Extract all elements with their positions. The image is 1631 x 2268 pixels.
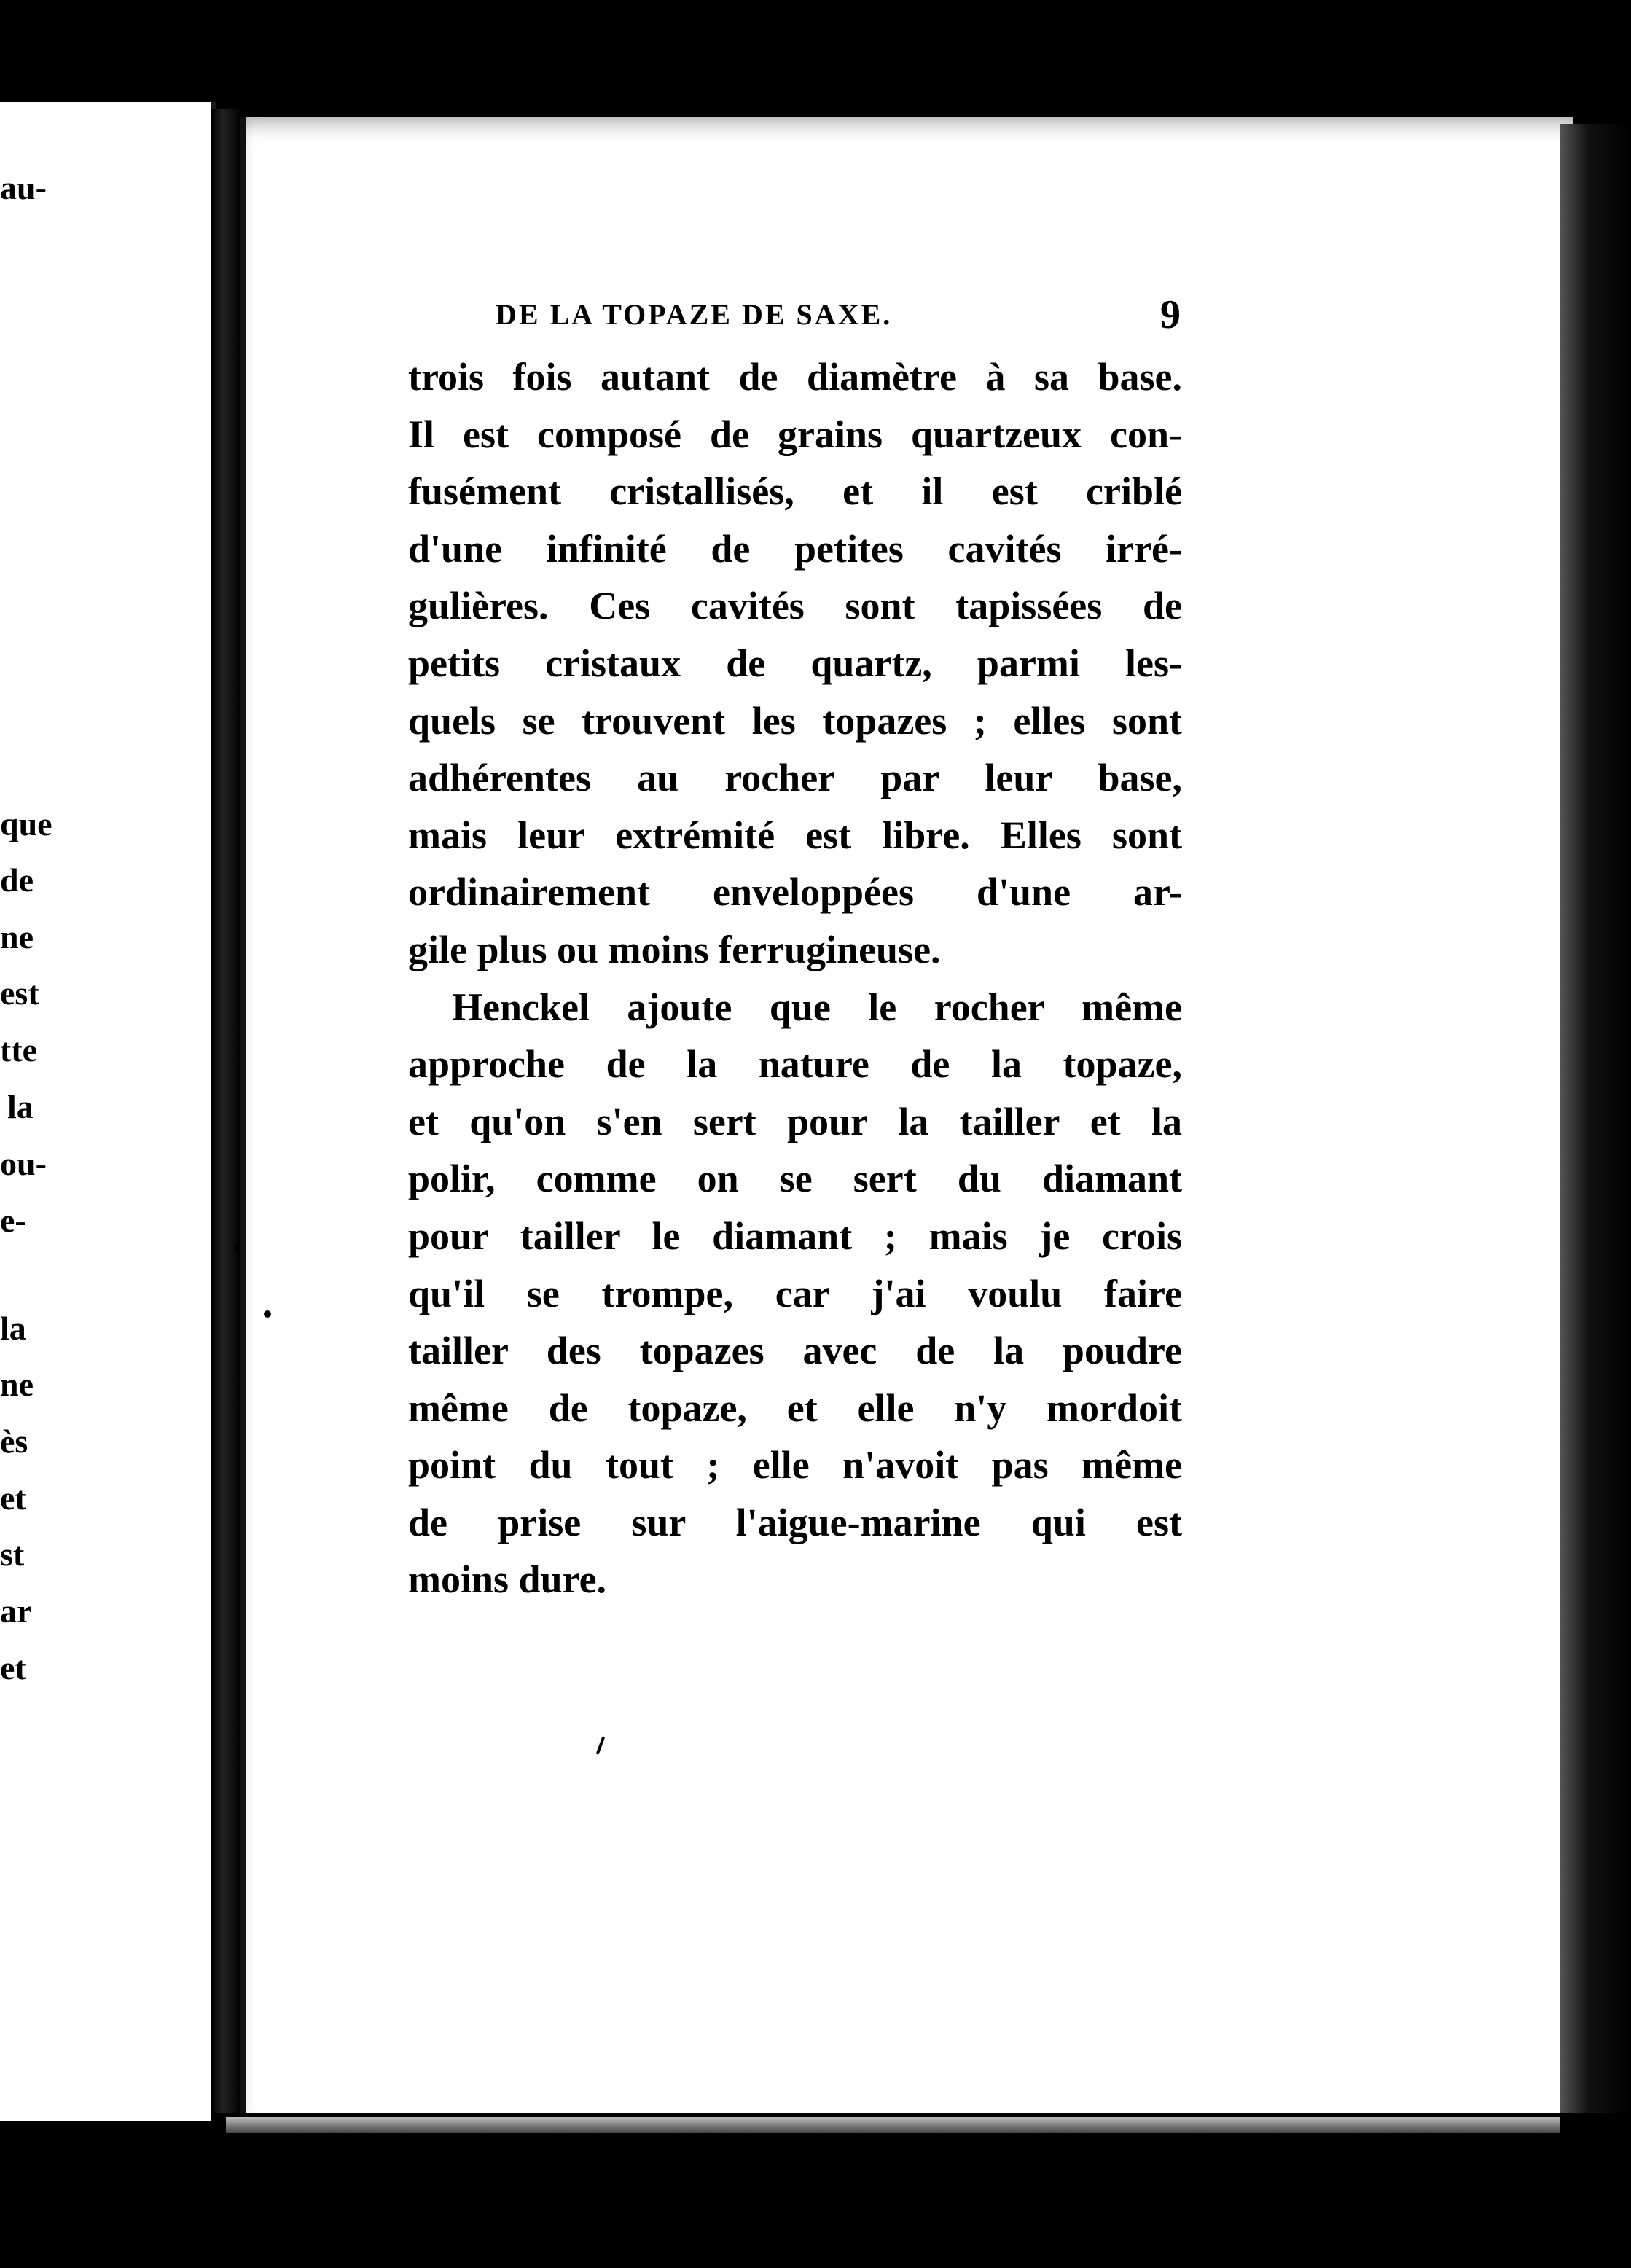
text-line: ordinairement enveloppées d'une ar- (408, 870, 1182, 915)
running-head (496, 292, 1181, 341)
paragraph (408, 979, 1182, 1609)
left-page-line-fragment: et (0, 1649, 26, 1686)
page-bottom-edge (226, 2117, 1560, 2133)
text-line: gulières. Ces cavités sont tapissées de (408, 584, 1182, 628)
left-page-line-fragment: ne (0, 918, 34, 955)
left-page-line-fragment: ou- (0, 1145, 47, 1182)
left-page-line-fragment: tte (0, 1031, 38, 1068)
running-title: DE LA TOPAZE DE SAXE. (496, 298, 893, 331)
left-page-line-fragment: que (0, 805, 52, 842)
left-page-line-fragment: et (0, 1479, 26, 1517)
text-line: d'une infinité de petites cavités irré- (408, 526, 1182, 571)
bottom-background (211, 2113, 1631, 2268)
text-line: polir, comme on se sert du diamant (408, 1157, 1182, 1201)
left-page-line-fragment: est (0, 974, 39, 1012)
text-line: approche de la nature de la topaze, (408, 1042, 1182, 1087)
ink-speck (235, 1245, 240, 1251)
left-page-line-fragment: la (7, 1088, 34, 1125)
left-page-line-fragment: au- (0, 169, 47, 206)
left-page-line-fragment: e- (0, 1202, 26, 1239)
left-page-line-fragment: ès (0, 1423, 28, 1460)
page-edge-shadow (1560, 124, 1631, 2143)
text-line: Henckel ajoute que le rocher même (452, 985, 1182, 1029)
left-page-line-fragment: st (0, 1536, 25, 1573)
ink-speck (264, 1310, 271, 1318)
text-line: moins dure. (408, 1557, 607, 1602)
left-page-line-fragment: de (0, 861, 34, 899)
text-line: même de topaze, et elle n'y mordoit (408, 1385, 1182, 1430)
text-line: gile plus ou moins ferrugineuse. (408, 927, 941, 971)
book-gutter (211, 109, 240, 2128)
text-line: fusément cristallisés, et il est criblé (408, 469, 1182, 514)
text-line: tailler des topazes avec de la poudre (408, 1329, 1182, 1373)
left-page-line-fragment: ne (0, 1366, 34, 1403)
text-line: trois fois autant de diamètre à sa base. (408, 355, 1182, 399)
text-line: de prise sur l'aigue-marine qui est (408, 1500, 1182, 1544)
text-line: Il est composé de grains quartzeux con- (408, 412, 1182, 456)
text-line: petits cristaux de quartz, parmi les- (408, 641, 1182, 685)
left-page-line-fragment: la (0, 1310, 26, 1347)
text-line: mais leur extrémité est libre. Elles sont (408, 813, 1182, 857)
text-line: pour tailler le diamant ; mais je crois (408, 1213, 1182, 1258)
text-line: quels se trouvent les topazes ; elles sont (408, 698, 1182, 743)
page-number: 9 (1160, 292, 1181, 337)
left-page-line-fragment: ar (0, 1592, 32, 1630)
body-text (408, 348, 1182, 1608)
text-line: point du tout ; elle n'avoit pas même (408, 1443, 1182, 1487)
text-line: adhérentes au rocher par leur base, (408, 756, 1182, 800)
text-line: qu'il se trompe, car j'ai voulu faire (408, 1271, 1182, 1315)
left-page-fragment (0, 102, 216, 2121)
paragraph (408, 348, 1182, 979)
text-line: et qu'on s'en sert pour la tailler et la (408, 1099, 1182, 1143)
